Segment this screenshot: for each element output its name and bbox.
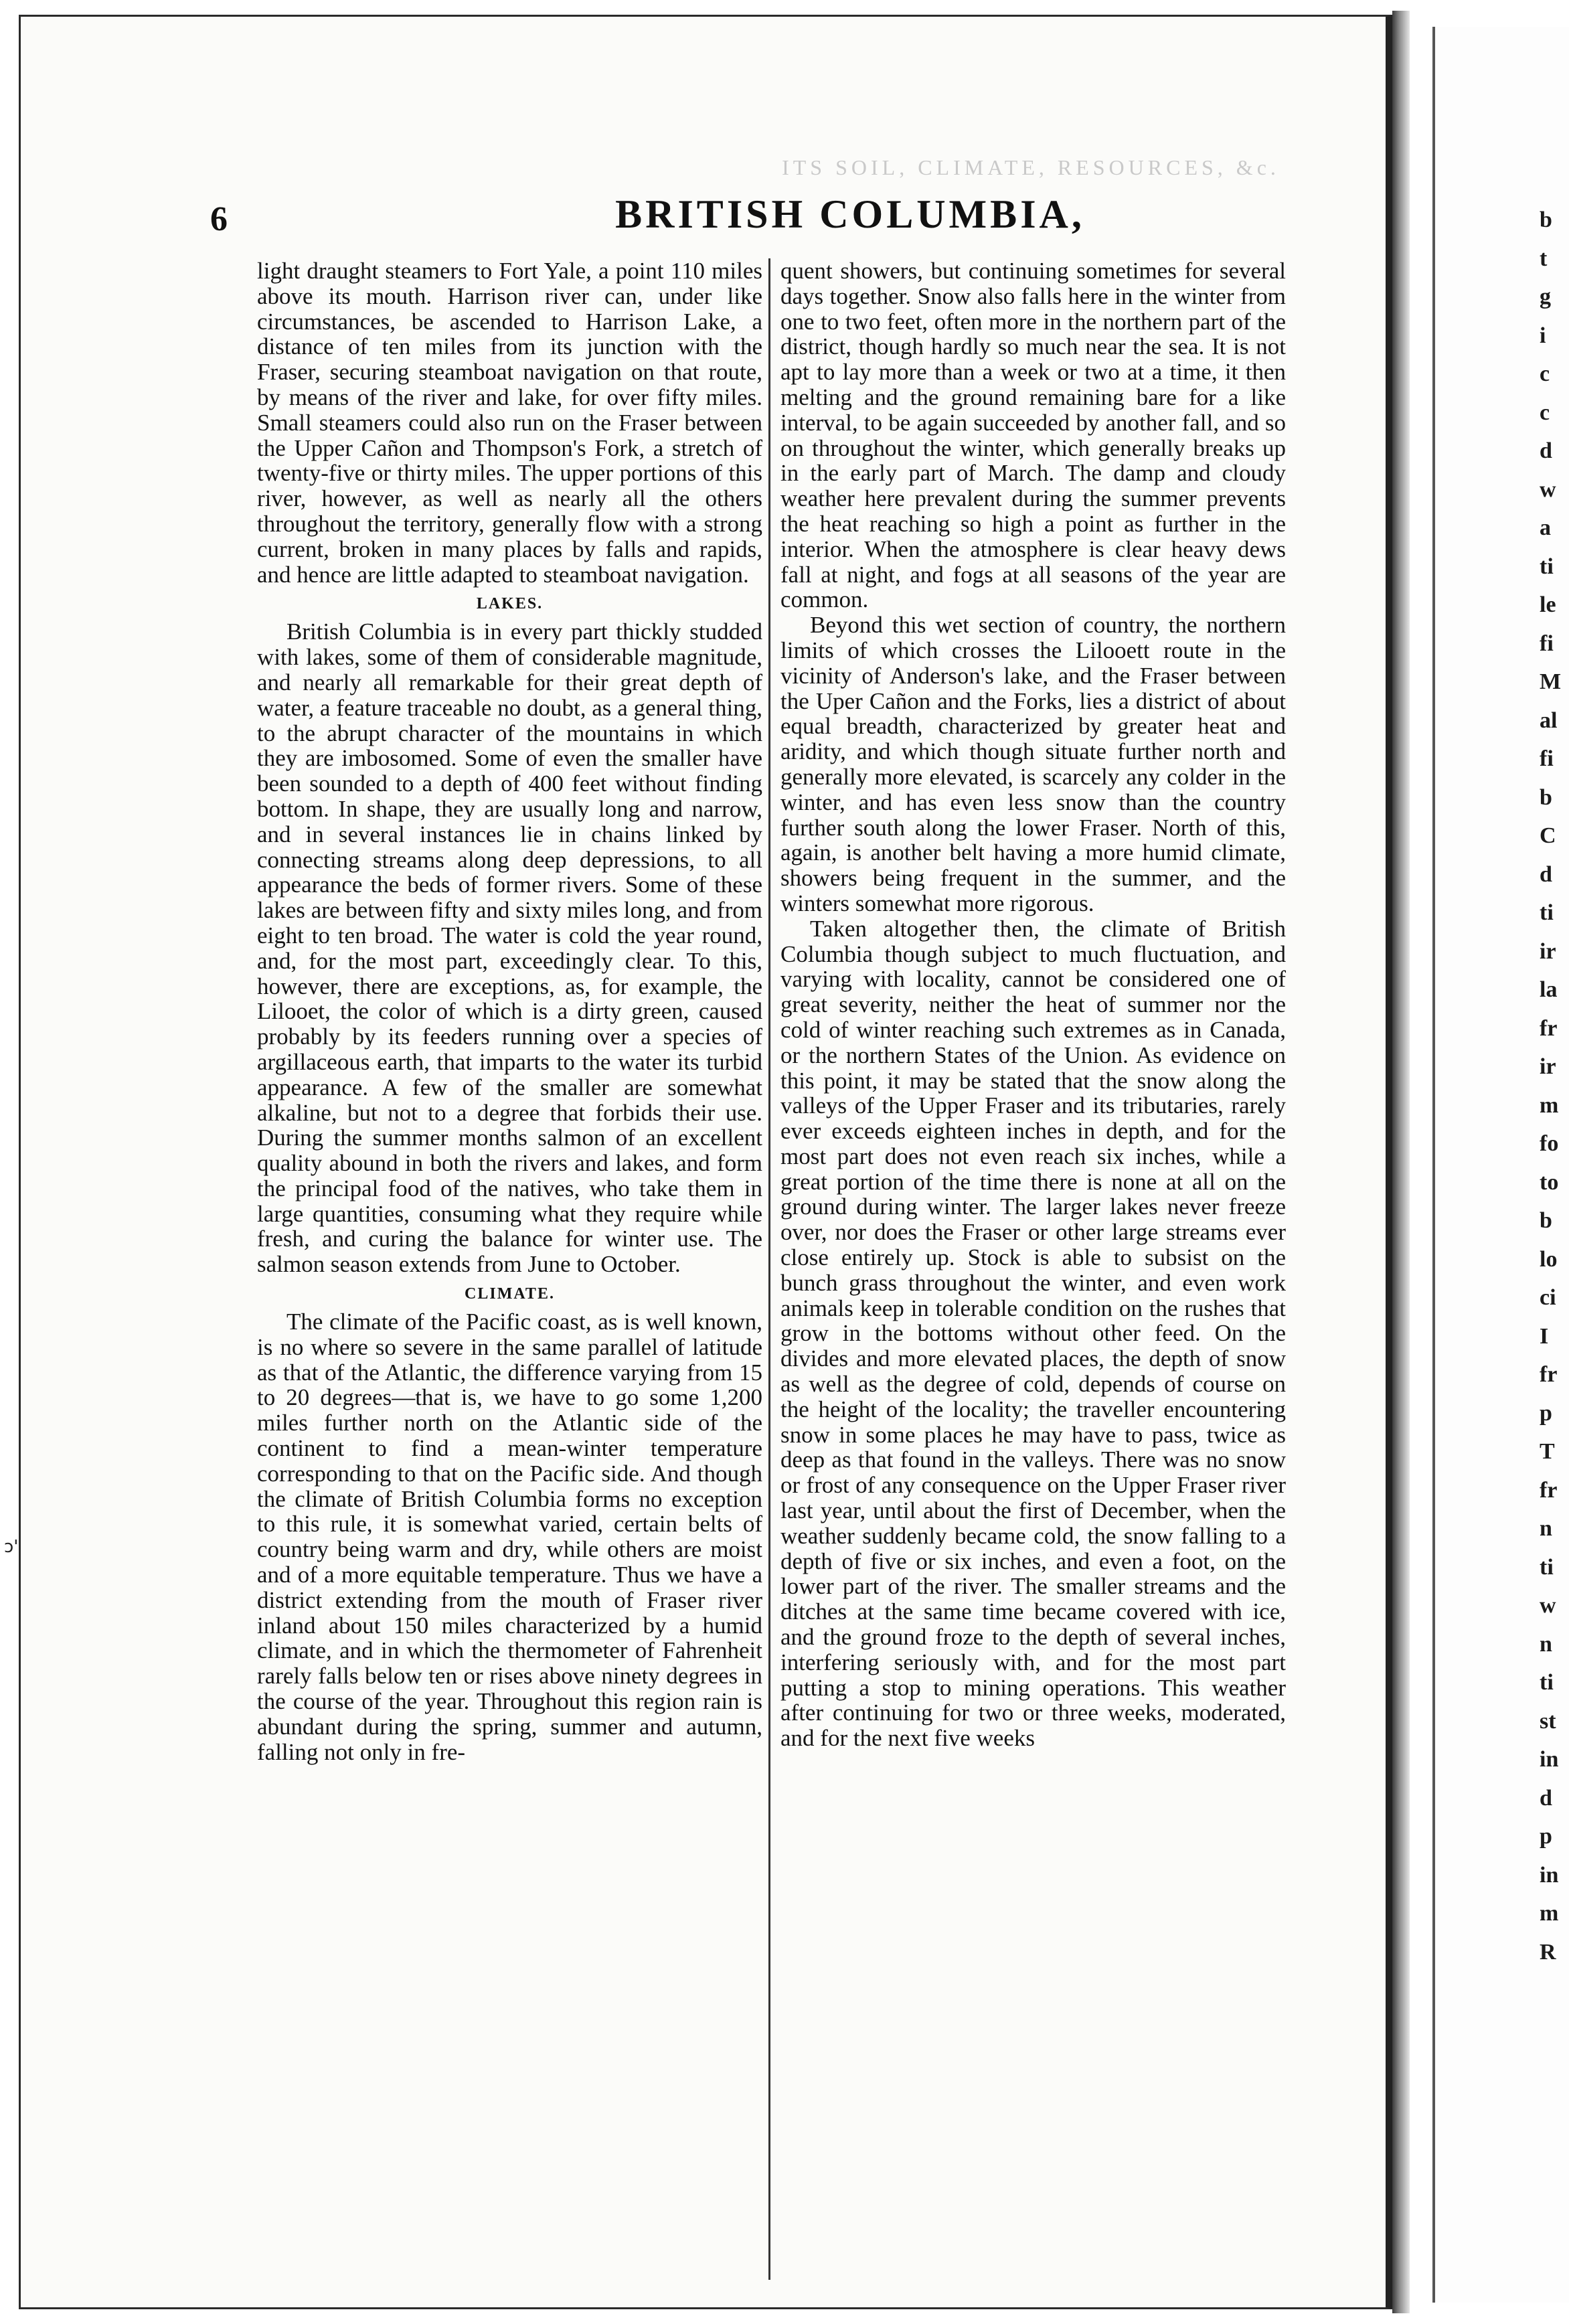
column-divider [768, 258, 770, 2280]
facing-page-line: b [1540, 784, 1552, 810]
facing-page-line: m [1540, 1901, 1559, 1926]
facing-page-line: to [1540, 1169, 1559, 1195]
facing-page-line: n [1540, 1631, 1552, 1657]
facing-page-line: le [1540, 592, 1556, 617]
facing-page-line: w [1540, 1593, 1556, 1618]
margin-mark: ↄ' [4, 1537, 19, 1557]
facing-page-line: in [1540, 1747, 1559, 1772]
right-column [780, 258, 1286, 1751]
facing-page-line: st [1540, 1708, 1556, 1734]
facing-page-line: C [1540, 823, 1556, 848]
facing-page-line: w [1540, 477, 1556, 502]
facing-page-line: ti [1540, 1670, 1554, 1695]
facing-page-line: fr [1540, 1015, 1558, 1041]
facing-page-line: m [1540, 1092, 1559, 1118]
facing-page-line: p [1540, 1824, 1552, 1849]
facing-page-line: ci [1540, 1285, 1556, 1310]
facing-page-line: fo [1540, 1131, 1559, 1156]
section-heading-lakes: LAKES. [476, 595, 544, 613]
facing-page-line: I [1540, 1323, 1549, 1349]
facing-page-line: p [1540, 1400, 1552, 1426]
facing-page-line: fi [1540, 746, 1554, 771]
facing-page-line: T [1540, 1439, 1555, 1464]
facing-page-line: g [1540, 284, 1551, 309]
right-paragraph-1: quent showers, but continuing sometimes for several days together. Snow also falls here in the winter from one to two feet, often more in the northern part of the district, though hardly so much near the sea. It is not apt to lay more than a week or two at a time, it then melting and the ground remaining bare for a like interval, to be again succeeded by another fall, and so on throughout the winter, which generally breaks up in the early part of March. The damp and cloudy weather here prevalent during the summer prevents the heat reaching so high a point as further in the interior. When the atmosphere is clear heavy dews fall at night, and fogs at all seasons of the year are common. [780, 258, 1286, 613]
page-gutter-shadow [1392, 11, 1410, 2313]
facing-page-line: c [1540, 361, 1550, 386]
facing-page-line: c [1540, 400, 1550, 425]
section-heading-climate: CLIMATE. [465, 1285, 555, 1303]
left-paragraph-1: light draught steamers to Fort Yale, a point 110 miles above its mouth. Harrison river can, under like circumstances, be ascended to Harrison Lake, a distance of ten miles from its junction with the Fraser, securing steamboat navigation on that route, by means of the river and lake, for over fifty miles. Small steamers could also run on the Fraser between the Upper Cañon and Thompson's Fork, a stretch of twenty-five or thirty miles. The upper portions of this river, however, as well as nearly all the others throughout the territory, generally flow with a strong current, broken in many places by falls and rapids, and hence are little adapted to steamboat navigation. [257, 258, 762, 588]
facing-page-line: ti [1540, 554, 1554, 579]
facing-page-line: i [1540, 323, 1546, 348]
facing-page-line: b [1540, 208, 1552, 232]
left-paragraph-2: British Columbia is in every part thickly studded with lakes, some of them of considerable magnitude, and nearly all remarkable for their great depth of water, a feature traceable no doubt, as a general thing, to the abrupt character of the mountains in which they are imbosomed. Some of even the smaller have been sounded to a depth of 400 feet without finding bottom. In shape, they are usually long and narrow, and in several instances lie in chains linked by connecting streams along deep depressions, to all appearance the beds of former rivers. Some of these lakes are between fifty and sixty miles long, and from eight to ten broad. The water is cold the year round, and, for the most part, exceedingly clear. To this, however, there are exceptions, as, for example, the Lilooet, the color of which is a dirty green, caused probably by its feeders running over a species of argillaceous earth, that imparts to the water its turbid appearance. A few of the smaller are somewhat alkaline, but not to a degree that forbids their use. During the summer months salmon of an excellent quality abound in both the rivers and lakes, and form the principal food of the natives, who take them in large quantities, consuming what they require while fresh, and curing the balance for winter use. The salmon season extends from June to October. [257, 618, 762, 1278]
facing-page-line: d [1540, 861, 1552, 887]
facing-page-line: ir [1540, 938, 1556, 964]
facing-page-line: fi [1540, 631, 1554, 656]
facing-page-line: a [1540, 515, 1551, 540]
page-number: 6 [210, 200, 228, 238]
facing-page-line: ir [1540, 1054, 1556, 1079]
facing-page-line: fr [1540, 1477, 1558, 1503]
facing-page-line: ti [1540, 900, 1554, 925]
right-paragraph-3: Taken altogether then, the climate of British Columbia though subject to much fluctuation, and varying with locality, cannot be considered one of great severity, neither the heat of summer nor the cold of winter reaching such extremes as in Canada, or the northern States of the Union. As evidence on this point, it may be stated that the snow along the valleys of the Upper Fraser and its tributaries, rarely ever exceeds eighteen inches in depth, and for the most part does not even reach six inches, while a great portion of the time there is none at all on the ground during winter. The larger lakes never freeze over, nor does the Fraser or other large streams ever close entirely up. Stock is able to subsist on the bunch grass throughout the winter, and even work animals keep in tolerable condition on the rushes that grow in the bottoms without other feed. On the divides and more elevated places, the depth of snow as well as the degree of cold, depends of course on the height of the locality; the traveller encountering snow in some places he may have to pass, twice as deep as that found in the valleys. There was no snow or frost of any consequence on the Upper Fraser river last year, until about the first of December, when the weather suddenly became cold, the snow falling to a depth of five or six inches, and even a foot, on the lower part of the river. The smaller streams and the ditches at the same time became covered with ice, and the ground froze to the depth of several inches, interfering seriously with, and for the most part putting a stop to mining operations. This weather after continuing for two or three weeks, moderated, and for the next five weeks [780, 915, 1286, 1752]
left-column [257, 258, 762, 1764]
facing-page-line: lo [1540, 1246, 1558, 1272]
facing-page-line: t [1540, 246, 1548, 271]
facing-page-line: d [1540, 1785, 1552, 1811]
facing-page-line: fr [1540, 1362, 1558, 1387]
left-paragraph-3: The climate of the Pacific coast, as is well known, is no where so severe in the same parallel of latitude as that of the Atlantic, the difference varying from 15 to 20 degrees—that is, we have to go some 1,200 miles further north on the Atlantic side of the continent to find a mean-winter temperature corresponding to that on the Pacific side. And though the climate of British Columbia forms no exception to this rule, it is somewhat varied, certain belts of country being warm and dry, while others are moist and of a more equitable temperature. Thus we have a district extending from the mouth of Fraser river inland about 150 miles characterized by a humid climate, and in which the thermometer of Fahrenheit rarely falls below ten or rises above ninety degrees in the course of the year. Throughout this region rain is abundant during the spring, summer and autumn, falling not only in fre- [257, 1309, 762, 1765]
facing-page-line: d [1540, 438, 1552, 463]
right-paragraph-2: Beyond this wet section of country, the northern limits of which crosses the Lilooett route in the vicinity of Anderson's lake, and the Fraser between the Uper Cañon and the Forks, lies a district of about equal breadth, characterized by greater heat and aridity, and which though situate further north and generally more elevated, is scarcely any colder in the winter, and has even less snow than the country further south along the lower Fraser. North of this, again, is another belt having a more humid climate, showers being frequent in the summer, and the winters somewhat more rigorous. [780, 612, 1286, 916]
facing-page-line: M [1540, 669, 1562, 694]
facing-page-line: in [1540, 1862, 1559, 1888]
facing-page-text [1540, 201, 1569, 1971]
facing-page-line: ti [1540, 1554, 1554, 1580]
facing-title-fragment: ITS SOIL, CLIMATE, RESOURCES, &c. [782, 155, 1280, 179]
facing-page-line: b [1540, 1208, 1552, 1233]
facing-page-line: R [1540, 1939, 1556, 1965]
facing-page-line: la [1540, 977, 1558, 1002]
facing-page-line: al [1540, 708, 1558, 733]
facing-page-line: n [1540, 1516, 1552, 1541]
running-title: BRITISH COLUMBIA, [615, 192, 1085, 236]
